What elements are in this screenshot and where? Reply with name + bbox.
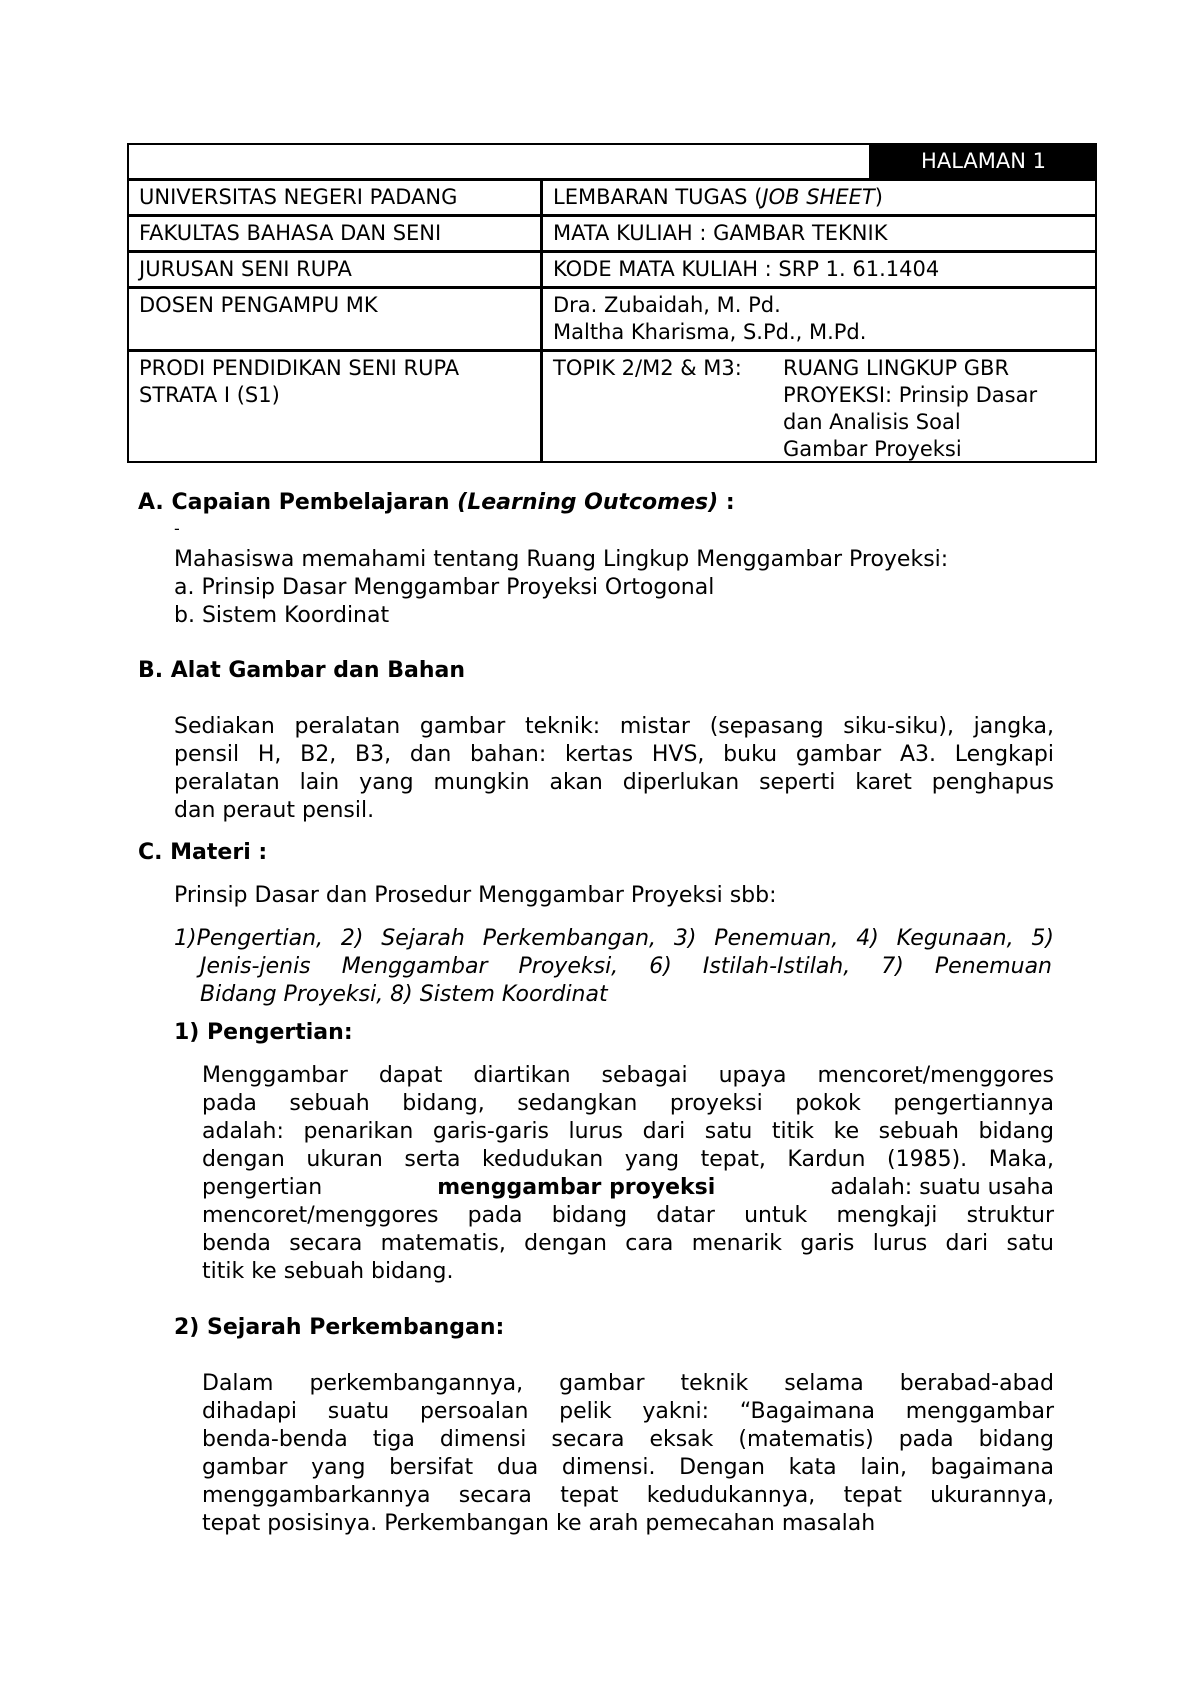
lecturer-names xyxy=(541,287,1097,351)
faculty-name: FAKULTAS BAHASA DAN SENI xyxy=(127,215,542,252)
sheet-type xyxy=(541,179,1097,216)
section-b-line-1: Sediakan peralatan gambar teknik: mistar (sepasang siku-siku), jangka, xyxy=(174,714,1054,739)
program-cell xyxy=(127,350,542,463)
sheet-type-prefix: LEMBARAN TUGAS ( xyxy=(553,185,763,209)
sub1-line-6: mencoret/menggores pada bidang datar untuk mengkaji struktur xyxy=(202,1203,1054,1228)
sub1-line-5-a: pengertian xyxy=(202,1175,323,1200)
header-row-topic xyxy=(128,351,1098,463)
lecturer-1: Dra. Zubaidah, M. Pd. xyxy=(553,293,781,317)
course-name: MATA KULIAH : GAMBAR TEKNIK xyxy=(541,215,1097,252)
sub2-title: 2) Sejarah Perkembangan: xyxy=(174,1315,505,1340)
section-b-line-2: pensil H, B2, B3, dan bahan: kertas HVS, buku gambar A3. Lengkapi xyxy=(174,742,1054,767)
header-blank-cell xyxy=(127,143,871,180)
section-c-title: C. Materi : xyxy=(138,840,268,865)
section-c-list-line-3: Bidang Proyeksi, 8) Sistem Koordinat xyxy=(200,982,608,1007)
section-a-item-b: b. Sistem Koordinat xyxy=(174,603,390,628)
sub1-line-3: adalah: penarikan garis-garis lurus dari satu titik ke sebuah bidang xyxy=(202,1119,1054,1144)
course-code: KODE MATA KULIAH : SRP 1. 61.1404 xyxy=(541,251,1097,288)
sub2-line-3: benda-benda tiga dimensi secara eksak (matematis) pada bidang xyxy=(202,1427,1054,1452)
sub1-line-7: benda secara matematis, dengan cara menarik garis lurus dari satu xyxy=(202,1231,1054,1256)
header-table xyxy=(128,144,1098,463)
sub2-line-1: Dalam perkembangannya, gambar teknik selama berabad-abad xyxy=(202,1371,1054,1396)
header-row-faculty xyxy=(128,216,1098,252)
department-name: JURUSAN SENI RUPA xyxy=(127,251,542,288)
sub2-line-2: dihadapi suatu persoalan pelik yakni: “Bagaimana menggambar xyxy=(202,1399,1054,1424)
sub2-line-5: menggambarkannya secara tepat kedudukannya, tepat ukurannya, xyxy=(202,1483,1054,1508)
sheet-type-suffix: ) xyxy=(874,185,883,209)
header-row-page xyxy=(128,144,1098,180)
section-a-dash: - xyxy=(174,519,180,538)
topic-label: TOPIK 2/M2 & M3: xyxy=(553,356,742,380)
sub1-line-4: dengan ukuran serta kedudukan yang tepat, Kardun (1985). Maka, xyxy=(202,1147,1054,1172)
topic-lines xyxy=(783,355,1037,463)
topic-line-2: PROYEKSI: Prinsip Dasar xyxy=(783,383,1038,407)
program-line-1: PRODI PENDIDIKAN SENI RUPA xyxy=(139,356,460,380)
section-a-title-italic: (Learning Outcomes) xyxy=(457,490,719,515)
section-b-title: B. Alat Gambar dan Bahan xyxy=(138,658,466,683)
section-a-title-suffix: : xyxy=(718,490,735,515)
lecturer-2: Maltha Kharisma, S.Pd., M.Pd. xyxy=(553,320,867,344)
sub1-line-5-bold: menggambar proyeksi xyxy=(437,1175,716,1200)
section-b-line-4: dan peraut pensil. xyxy=(174,798,375,823)
sub1-line-2: pada sebuah bidang, sedangkan proyeksi pokok pengertiannya xyxy=(202,1091,1054,1116)
lecturer-label: DOSEN PENGAMPU MK xyxy=(127,287,542,351)
topic-cell xyxy=(541,350,1097,463)
program-line-2: STRATA I (S1) xyxy=(139,383,280,407)
topic-line-3: dan Analisis Soal xyxy=(783,410,961,434)
section-b-line-3: peralatan lain yang mungkin akan diperlukan seperti karet penghapus xyxy=(174,770,1054,795)
topic-line-4: Gambar Proyeksi xyxy=(783,437,962,461)
header-row-lecturer xyxy=(128,288,1098,351)
section-c-intro: Prinsip Dasar dan Prosedur Menggambar Proyeksi sbb: xyxy=(174,883,777,908)
section-a-item-a: a. Prinsip Dasar Menggambar Proyeksi Ortogonal xyxy=(174,575,715,600)
sub2-line-4: gambar yang bersifat dua dimensi. Dengan kata lain, bagaimana xyxy=(202,1455,1054,1480)
topic-line-1: RUANG LINGKUP GBR xyxy=(783,356,1010,380)
sub1-line-8: titik ke sebuah bidang. xyxy=(202,1259,454,1284)
sub1-line-5-b: adalah: suatu usaha xyxy=(830,1175,1054,1200)
sub1-line-1: Menggambar dapat diartikan sebagai upaya mencoret/menggores xyxy=(202,1063,1054,1088)
section-c-list-line-2: Jenis-jenis Menggambar Proyeksi, 6) Istilah-Istilah, 7) Penemuan xyxy=(200,954,1052,979)
sub1-title: 1) Pengertian: xyxy=(174,1020,353,1045)
header-row-department xyxy=(128,252,1098,288)
sub2-line-6: tepat posisinya. Perkembangan ke arah pemecahan masalah xyxy=(202,1511,876,1536)
section-a-title-prefix: A. Capaian Pembelajaran xyxy=(138,490,458,515)
university-name: UNIVERSITAS NEGERI PADANG xyxy=(127,179,542,216)
header-row-university xyxy=(128,180,1098,216)
section-a-title xyxy=(138,489,735,517)
page-label: HALAMAN 1 xyxy=(870,143,1097,180)
section-a-intro: Mahasiswa memahami tentang Ruang Lingkup Menggambar Proyeksi: xyxy=(174,547,949,572)
sheet-type-italic: JOB SHEET xyxy=(762,185,875,209)
section-c-list-line-1: 1)Pengertian, 2) Sejarah Perkembangan, 3) Penemuan, 4) Kegunaan, 5) xyxy=(174,926,1054,951)
sub1-line-5 xyxy=(202,1174,1054,1202)
